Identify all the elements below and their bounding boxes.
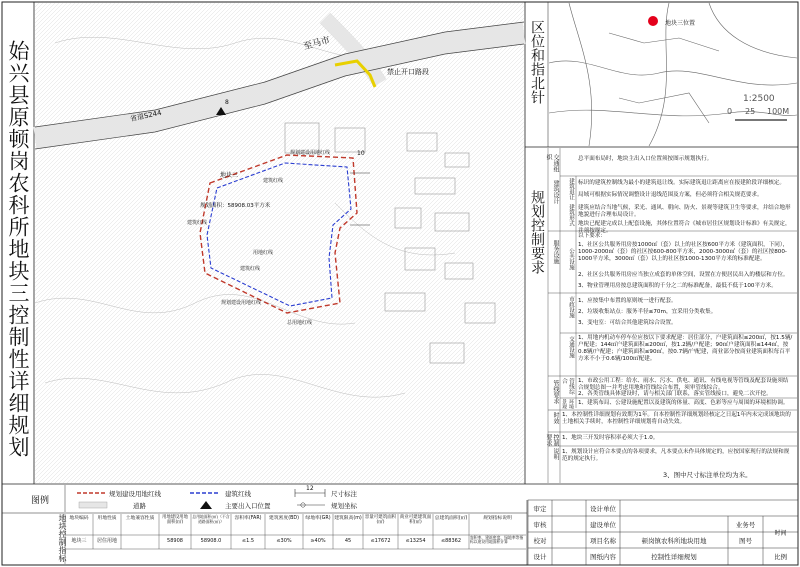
col-header: 绿地率(GR) bbox=[305, 516, 331, 521]
tb-right-label: 时间 bbox=[774, 530, 787, 537]
req-group: 建筑设计 bbox=[552, 180, 559, 204]
road-label-s244: 省道S244 bbox=[129, 108, 163, 124]
col-header: 商业可建建筑面积(㎡) bbox=[399, 515, 432, 526]
tb-left-label: 校对 bbox=[533, 537, 547, 545]
tb-left-label: 审核 bbox=[533, 521, 547, 529]
req-item: 公共设施 bbox=[568, 248, 574, 270]
site-map bbox=[35, 3, 524, 483]
table-cell: 58908 bbox=[167, 538, 183, 544]
col-header: 用地性质 bbox=[97, 516, 117, 521]
table-cell: 58908.0 bbox=[200, 538, 222, 544]
drawing-content: 控制性详细规划 bbox=[651, 553, 697, 561]
line-label: 建筑红线 bbox=[263, 178, 284, 184]
tb-right-label: 图号 bbox=[739, 537, 752, 545]
tb-mid-label: 项目名称 bbox=[590, 537, 616, 545]
req-item: 建筑形式 bbox=[568, 204, 574, 226]
req-text: 2、垃圾收集站点：服务半径≤70m，宜采用分类收集。 bbox=[578, 309, 717, 315]
scale-tick: 25 bbox=[745, 107, 756, 116]
title-block bbox=[528, 500, 798, 565]
req-item: 管线综合 bbox=[561, 378, 574, 395]
road-label-zhimashi: 至马市 bbox=[302, 35, 332, 53]
req-text: 1、市政公用工程：给水、雨水、污水、供电、通讯、有线电视等管线及配套设施须结合规划总图一并考虑用地和管线综合布置，须审管线综合。 bbox=[578, 378, 789, 391]
req-text: 1、规划设计应符合本要点的各项要求，凡本要点未作具体规定的，应按国家现行的法规和规范的规定执行。 bbox=[562, 449, 790, 462]
plot-area-text: 规划面积：58908.03平方米 bbox=[200, 203, 271, 209]
tb-right-label: 比例 bbox=[774, 553, 787, 561]
table-cell bbox=[122, 538, 158, 548]
req-text: 1、用地内机动车停车位应按以下要求配建：居住部分，户建筑面积≤200㎡，按1.5辆/户配建；144㎡户建筑面积≤200㎡，按1.2辆/户配建；90㎡户建筑面积≤144㎡，按0.8辆/户配建；户建筑面积≤90㎡，按0.7辆/户配建，商业部分按商业建筑面积每百平方米不小于0.6辆/100㎡配建。 bbox=[578, 335, 793, 362]
table-cell: 45 bbox=[344, 538, 352, 544]
tb-mid-label: 图纸内容 bbox=[590, 553, 616, 561]
col-header: 规划指标说明 bbox=[483, 516, 512, 521]
legend-label: 规划坐标 bbox=[331, 502, 357, 510]
plot-name: 地块三 bbox=[220, 172, 239, 179]
scale-bar bbox=[735, 119, 787, 121]
req-text: 2、各类管线具体建设时，请与相关部门联系，落实管线接口，避免二次开挖。 bbox=[578, 391, 772, 397]
req-text: 1、应按集中布置的原则统一进行配套。 bbox=[578, 298, 677, 304]
requirements-table bbox=[545, 148, 797, 483]
req-text: 1、地块三开发时容积率必须大于1.0。 bbox=[562, 435, 659, 441]
scale-tick: 0 bbox=[727, 107, 733, 116]
req-text: 以下要求： bbox=[578, 233, 606, 239]
col-header: 建筑限高(m) bbox=[334, 516, 362, 521]
col-header: 容量可建筑面积(㎡) bbox=[364, 515, 397, 526]
project-name: 顿岗镇农科所地块用地 bbox=[641, 537, 707, 545]
req-item: 市政设施 bbox=[568, 296, 574, 318]
req-text: 局域可根据实际情况调整设计退线范围及方案，但必须符合相关规范要求。 bbox=[578, 192, 763, 198]
req-text: 总平面布局时，地块主出入口位置须按图示规划执行。 bbox=[578, 156, 713, 162]
req-group: 说明 bbox=[552, 448, 559, 460]
col-header: 地块编码 bbox=[69, 516, 89, 521]
req-text: 1、本控制性详细规划有效期为1年。自本控制性详细规划经核定之日起1年内未完成该地块的土地相关手续时，本控制性详细规划将自动失效。 bbox=[562, 412, 791, 425]
req-group: 时效 bbox=[552, 412, 559, 424]
req-text: 3、变电室：可结合其他建筑综合设置。 bbox=[578, 320, 677, 326]
table-cell: ≤13254 bbox=[405, 538, 426, 544]
scale-text: 1:2500 bbox=[743, 94, 775, 104]
legend-label: 建筑红线 bbox=[225, 490, 251, 498]
req-group: 服务设施 bbox=[552, 240, 559, 264]
line-label: 规划建设用地红线 bbox=[290, 150, 331, 156]
tb-left-label: 设计 bbox=[533, 553, 547, 561]
tb-mid-label: 设计单位 bbox=[590, 505, 616, 513]
location-map-title: 区位和指北针 bbox=[529, 20, 545, 104]
site-map-drawing bbox=[35, 3, 524, 483]
line-label: 用地红线 bbox=[253, 250, 274, 256]
legend-label: 尺寸标注 bbox=[331, 490, 357, 498]
req-footnote: 3、图中尺寸标注单位均为米。 bbox=[663, 471, 752, 479]
table-cell: 容积率、建筑密度、绿地率等指标以建设用地面积计算 bbox=[470, 535, 524, 545]
col-header: 建筑密度(BD) bbox=[269, 516, 299, 521]
col-header: 总用地面积(㎡)（不含道路面积(㎡)） bbox=[192, 514, 230, 524]
legend-label: 规划建设用地红线 bbox=[109, 490, 161, 498]
legend-label: 主要出入口位置 bbox=[225, 502, 271, 510]
req-item: 环境景观 bbox=[561, 399, 574, 409]
indicators-title: 地块控制指标 bbox=[58, 514, 67, 562]
table-cell: 地块三 bbox=[71, 538, 87, 544]
line-label: 总用地红线 bbox=[287, 320, 313, 326]
req-group: 交通组织 bbox=[545, 154, 559, 172]
location-map bbox=[549, 3, 797, 146]
site-label: 地块三位置 bbox=[665, 20, 696, 27]
indicators-table bbox=[3, 514, 526, 564]
line-label: 规划建设用地红线 bbox=[221, 300, 262, 306]
req-item: 交通设施 bbox=[568, 336, 574, 358]
setback-label-10: 10 bbox=[357, 150, 365, 157]
legend-title: 图例 bbox=[31, 496, 50, 506]
line-label: 建筑红线 bbox=[187, 220, 208, 226]
req-item: 建筑退让 bbox=[568, 178, 574, 200]
dimension-sample: 12 bbox=[306, 485, 314, 492]
table-cell: ≤17672 bbox=[370, 538, 391, 544]
line-label: 建筑红线 bbox=[240, 266, 261, 272]
col-header: 总建筑面积(㎡) bbox=[434, 516, 468, 521]
table-cell: ≤88362 bbox=[440, 538, 462, 544]
req-text: 标识的建筑控制线为最小的建筑退让线。实际建筑退让距离应在报建阶段详细核定。 bbox=[578, 180, 785, 186]
col-header: 土地兼容性质 bbox=[125, 516, 155, 521]
req-group: 管线要求 bbox=[552, 380, 559, 404]
table-cell: ≤1.5 bbox=[241, 538, 255, 544]
control-requirements-title: 规划控制要求 bbox=[529, 190, 545, 274]
tb-right-label: 业务号 bbox=[735, 521, 756, 529]
req-text: 1、社区公共服务用房按1000㎡（套）以上的社区按600平方米（建筑面积，下同），1000-2000㎡（套）的社区按600-800平方米，2000-3000㎡（套）的社区按800-1000平方米，3000㎡（套）以上的社区按1000-1300平方米的标准配建。 bbox=[578, 242, 789, 262]
legend bbox=[3, 485, 525, 512]
req-text: 建筑应结合当地气候，采光、通风、朝向、防火、景观等建筑卫生等要求，并结合地形地貌进行合理布局设计。 bbox=[578, 205, 791, 218]
table-cell: 居住用地 bbox=[96, 538, 117, 544]
table-cell: ≥40% bbox=[310, 538, 326, 544]
no-opening-label: 禁止开口路段 bbox=[387, 68, 429, 76]
page-title: 始兴县原顿岗农科所地块三控制性详细规划 bbox=[6, 40, 30, 458]
tb-left-label: 审定 bbox=[533, 505, 547, 513]
table-cell: ≤30% bbox=[276, 538, 292, 544]
scale-tick: 100M bbox=[767, 107, 790, 116]
req-text: 地块已配建完成以上配套设施，其体位置符合《城市居住区规划设计标准》有关规定，并须按规定。 bbox=[578, 221, 791, 234]
req-group: 控制要求 bbox=[545, 434, 559, 446]
req-text: 1、建筑布局、公建设施配置以及建筑的体量、高度、色彩等应与周围的环境相协调。 bbox=[578, 400, 789, 406]
req-text: 3、物业管理用房按总建筑面积的千分之二的标准配备，最低不低于100平方米。 bbox=[578, 283, 777, 289]
col-header: 容积率(FAR) bbox=[234, 516, 262, 521]
setback-label-8: 8 bbox=[225, 99, 229, 106]
req-text: 2、社区公共服务用房应当独立成套的单体空间，设置在方便居民出入的楼层和方位。 bbox=[578, 272, 789, 278]
tb-mid-label: 建设单位 bbox=[590, 521, 616, 529]
col-header: 用地建设用地面积(㎡) bbox=[162, 515, 188, 525]
legend-label: 道路 bbox=[133, 502, 146, 510]
